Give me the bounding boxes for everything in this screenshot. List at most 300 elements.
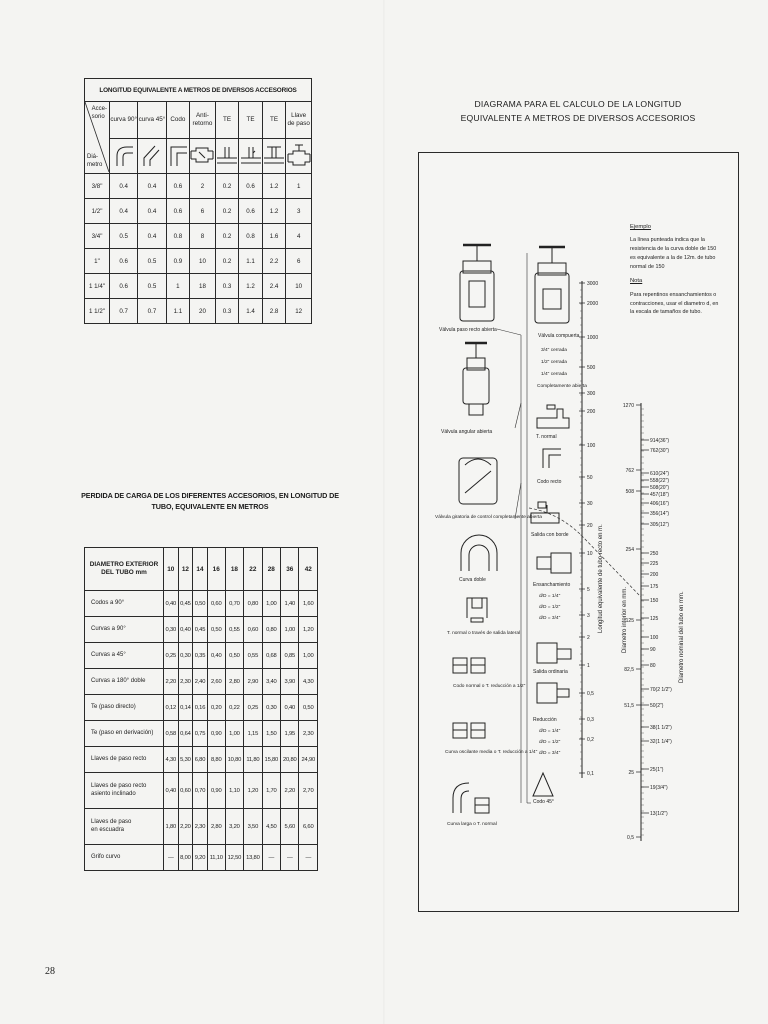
table2-cell: 0,58	[164, 721, 179, 747]
scale-label: 254	[625, 547, 634, 553]
table1-cell: 6	[286, 249, 312, 274]
scale-label: 32(1 1/4")	[650, 739, 672, 745]
table1-row	[85, 249, 312, 274]
table2-cell: 0,55	[244, 643, 262, 669]
label-angle-valve: Válvula angular abierta	[441, 429, 493, 435]
table2-cell: 3,50	[244, 809, 262, 845]
table2-cell: 0,35	[193, 643, 208, 669]
table1-cell: 0.2	[215, 199, 239, 224]
table1-cell: 0.3	[215, 299, 239, 324]
table2-cell: 12,50	[225, 845, 243, 871]
tee-side-outlet-icon	[467, 598, 487, 622]
table2-cell: 0,16	[193, 695, 208, 721]
scale-label: 0,5	[587, 691, 594, 697]
scale-label: 1	[587, 663, 590, 669]
table1-row	[85, 274, 312, 299]
table2-cell: 1,00	[262, 591, 280, 617]
table1-cell: 10	[286, 274, 312, 299]
table2-cell: 20,80	[281, 747, 299, 773]
table2-cell: 0,85	[281, 643, 299, 669]
scale-label: 2	[587, 635, 590, 641]
table2-cell: 1,60	[299, 591, 318, 617]
table2-title: PERDIDA DE CARGA DE LOS DIFERENTES ACCESORIOS, EN LONGITUD DE TUBO, EQUIVALENTE EN METROS	[81, 491, 339, 512]
table2-cell: 1,20	[244, 773, 262, 809]
table1-cell: 0.4	[138, 224, 166, 249]
label-enl-14: d/D = 1/4"	[539, 594, 561, 599]
table1-cell: 2	[190, 174, 216, 199]
table2-cell: 0,45	[178, 591, 193, 617]
curve-90-icon	[110, 139, 138, 174]
table2-cell: 1,50	[262, 721, 280, 747]
curve-45-icon	[138, 139, 166, 174]
table1-cell: 1	[286, 174, 312, 199]
table2-cell: —	[281, 845, 299, 871]
table1-cell: 1	[166, 274, 190, 299]
table1-cell: 0.6	[110, 274, 138, 299]
table2-cell: 0,40	[164, 591, 179, 617]
table2-cell: 15,80	[262, 747, 280, 773]
label-enlargement: Ensanchamiento	[533, 582, 571, 588]
table2-cell: 6,60	[299, 809, 318, 845]
straight-elbow-icon	[543, 449, 561, 468]
scale-label: 1000	[587, 335, 599, 341]
table2-cell: 0,30	[164, 617, 179, 643]
table2-row	[85, 809, 318, 845]
table1-cell: 2.8	[262, 299, 286, 324]
long-bend-icon	[453, 783, 489, 813]
table2-cell: 0,45	[193, 617, 208, 643]
scale-label: 19(3/4")	[650, 785, 668, 791]
scale-label: 200	[587, 409, 596, 415]
check-valve-icon	[459, 458, 497, 504]
scale-label: 508	[625, 489, 634, 495]
table2-cell: 0,14	[178, 695, 193, 721]
table2-diameter-header: 16	[207, 548, 225, 591]
table2-cell: 1,95	[281, 721, 299, 747]
table1-header: curva 45°	[138, 102, 166, 139]
table1-cell: 0.7	[138, 299, 166, 324]
diameter-header: DIAMETRO EXTERIOR DEL TUBO mm	[85, 548, 164, 591]
scale-label: 457(18")	[650, 492, 670, 498]
scale-label: 25	[628, 770, 634, 776]
nomogram-panel	[418, 152, 739, 912]
label-check-valve: Válvula giratoria de control completamente abierta	[435, 515, 542, 520]
table1-size-cell: 1 1/2"	[85, 299, 110, 324]
table2-cell: 4,30	[164, 747, 179, 773]
table2-diameter-header: 22	[244, 548, 262, 591]
label-tee-side: T. normal o través de salida lateral	[447, 631, 521, 636]
table1-cell: 1.6	[262, 224, 286, 249]
table2-row-label: Curvas a 90°	[85, 617, 164, 643]
table2-cell: —	[164, 845, 179, 871]
table2-cell: 0,22	[225, 695, 243, 721]
table1-cell: 0.6	[166, 174, 190, 199]
table1-cell: 0.2	[215, 174, 239, 199]
table1-cell: 20	[190, 299, 216, 324]
label-long-bend: Curva larga o T. normal	[447, 822, 497, 827]
reduction-icon	[537, 683, 569, 703]
elbow-reduction-icon	[453, 658, 485, 673]
scale-label: 100	[587, 443, 596, 449]
label-ordinary-outlet: Salida ordinaria	[533, 669, 568, 675]
gate-valve-icon	[535, 247, 569, 323]
scale-label: 3000	[587, 281, 599, 287]
example-heading: Ejemplo	[630, 224, 651, 230]
scale-label: 762(30")	[650, 448, 670, 454]
scale-label: 610(24")	[650, 471, 670, 477]
scale-label: 150	[650, 598, 659, 604]
table1-title: LONGITUD EQUIVALENTE A METROS DE DIVERSOS ACCESORIOS	[85, 79, 312, 102]
axis-inner-label: Diametro interior en mm.	[622, 586, 628, 653]
table2-cell: 0,75	[193, 721, 208, 747]
table2-cell: 1,00	[299, 643, 318, 669]
table1-cell: 0.6	[239, 174, 263, 199]
table1-cell: 0.4	[110, 174, 138, 199]
label-valve-straight: Válvula paso recto abierta	[439, 327, 497, 333]
table1-cell: 1.2	[262, 199, 286, 224]
scale-label: 200	[650, 572, 659, 578]
table1-cell: 0.8	[166, 224, 190, 249]
label-enl-12: d/D = 1/2"	[539, 605, 561, 610]
table1-row	[85, 174, 312, 199]
table1-cell: 6	[190, 199, 216, 224]
table2-cell: 2,20	[178, 809, 193, 845]
scale-label: 51,5	[624, 703, 634, 709]
table1-header: Anti- retorno	[190, 102, 216, 139]
table2-row-label: Te (paso en derivación)	[85, 721, 164, 747]
table1-row	[85, 299, 312, 324]
note-heading: Nota	[630, 278, 643, 285]
scale-label: 20	[587, 523, 593, 529]
table2-row-label: Llaves de paso recto asiento inclinado	[85, 773, 164, 809]
table1-cell: 0.4	[110, 199, 138, 224]
table2-cell: 1,00	[281, 617, 299, 643]
enlargement-icon	[537, 553, 571, 573]
scale-label: 90	[650, 647, 656, 653]
tee-through-icon	[215, 139, 239, 174]
label-red-34: d/D = 3/4"	[539, 751, 561, 756]
label-elbow-straight: Codo recto	[537, 479, 562, 485]
table2-row	[85, 643, 318, 669]
scale-label: 50	[587, 475, 593, 481]
table2-cell: 0,40	[281, 695, 299, 721]
table2-row	[85, 773, 318, 809]
table1-icon-row	[85, 139, 312, 174]
scale-label: 3	[587, 613, 590, 619]
globe-valve-icon	[460, 245, 494, 321]
medium-bend-icon	[453, 723, 485, 738]
label-elbow-45: Codo 45°	[533, 799, 554, 805]
scale-label: 80	[650, 663, 656, 669]
table2-cell: 0,70	[225, 591, 243, 617]
table2-cell: 2,40	[193, 669, 208, 695]
table1-cell: 0.5	[110, 224, 138, 249]
scale-label: 250	[650, 551, 659, 557]
table2-cell: 1,70	[262, 773, 280, 809]
ordinary-outlet-icon	[537, 643, 571, 663]
table2-cell: 9,20	[193, 845, 208, 871]
tee-branch-icon	[239, 139, 263, 174]
table1-cell: 0.9	[166, 249, 190, 274]
table1-header: Codo	[166, 102, 190, 139]
table2-cell: 24,90	[299, 747, 318, 773]
table1-cell: 0.4	[138, 199, 166, 224]
equivalent-length-table	[84, 78, 312, 324]
scale-label: 225	[650, 561, 659, 567]
table1-size-cell: 3/4"	[85, 224, 110, 249]
example-text: La línea punteada indica que la resistencia de la curva doble de 150 es equivalente a la de 12m. de tubo normal de 150	[630, 237, 717, 270]
table1-size-cell: 3/8"	[85, 174, 110, 199]
table2-cell: 1,10	[225, 773, 243, 809]
table2-cell: 8,00	[178, 845, 193, 871]
scale-label: 125	[625, 618, 634, 624]
scale-label: 175	[650, 584, 659, 590]
table2-cell: 0,50	[225, 643, 243, 669]
double-bend-icon	[461, 535, 497, 571]
table1-row	[85, 224, 312, 249]
table2-cell: 0,25	[164, 643, 179, 669]
scale-label: 100	[650, 635, 659, 641]
label-medium-bend: Curva oscilante media o T. reducción a 1/4"	[445, 750, 538, 755]
table2-cell: 0,60	[178, 773, 193, 809]
table2-cell: 2,80	[207, 809, 225, 845]
table1-header: curva 90°	[110, 102, 138, 139]
scale-label: 762	[625, 468, 634, 474]
table2-header-row	[85, 548, 318, 591]
table2-cell: 0,20	[207, 695, 225, 721]
table1-cell: 1.4	[239, 299, 263, 324]
scale-label: 1270	[622, 403, 634, 409]
scale-label: 38(1 1/2")	[650, 725, 672, 731]
label-enl-34: d/D = 3/4"	[539, 616, 561, 621]
table2-cell: 2,70	[299, 773, 318, 809]
table1-cell: 0.4	[138, 174, 166, 199]
note-text: Para repentinos ensanchamientos o contracciones, usar el diametro d, en la escala de tamaños de tubo.	[630, 291, 719, 316]
table2-cell: 1,00	[225, 721, 243, 747]
table2-row-label: Te (paso directo)	[85, 695, 164, 721]
diameter-label: Diá- metro	[87, 154, 103, 169]
table2-row	[85, 591, 318, 617]
head-loss-table	[84, 547, 318, 871]
table2-cell: 0,60	[244, 617, 262, 643]
table2-cell: 1,20	[299, 617, 318, 643]
table2-cell: 0,30	[178, 643, 193, 669]
table2-diameter-header: 28	[262, 548, 280, 591]
table1-cell: 1.1	[166, 299, 190, 324]
table1-cell: 2.4	[262, 274, 286, 299]
table2-cell: 0,80	[262, 617, 280, 643]
angle-valve-icon	[463, 343, 489, 415]
table1-header-row	[85, 102, 312, 139]
table2-cell: 3,20	[225, 809, 243, 845]
diagram-title: DIAGRAMA PARA EL CALCULO DE LA LONGITUD EQUIVALENTE A METROS DE DIVERSOS ACCESORIOS	[460, 99, 696, 123]
scale-label: 70(2 1/2")	[650, 687, 672, 693]
table1-cell: 18	[190, 274, 216, 299]
table2-row	[85, 845, 318, 871]
table2-cell: 2,20	[281, 773, 299, 809]
scale-label: 0,2	[587, 737, 594, 743]
table2-cell: 0,90	[207, 773, 225, 809]
table2-cell: 2,30	[299, 721, 318, 747]
table2-cell: 0,64	[178, 721, 193, 747]
table2-row-label: Curvas a 180° doble	[85, 669, 164, 695]
scale-label: 30	[587, 501, 593, 507]
label-red-12: d/D = 1/2"	[539, 740, 561, 745]
table2-cell: 8,80	[207, 747, 225, 773]
table1-header: TE	[215, 102, 239, 139]
scale-label: 356(14")	[650, 511, 670, 517]
table2-cell: 0,70	[193, 773, 208, 809]
table2-row	[85, 669, 318, 695]
tee-normal-icon	[537, 405, 569, 428]
table1-cell: 0.3	[215, 274, 239, 299]
page-fold	[383, 0, 385, 1024]
scale-label: 914(36")	[650, 438, 670, 444]
table2-cell: 5,60	[281, 809, 299, 845]
label-gate-14: 1/4" cerrada	[541, 372, 567, 377]
table2-row	[85, 695, 318, 721]
table2-cell: —	[299, 845, 318, 871]
table2-cell: 2,80	[225, 669, 243, 695]
table2-cell: 0,30	[262, 695, 280, 721]
table2-cell: 1,40	[281, 591, 299, 617]
axis-length-label: Longitud equivalente de tubo recto en m.	[598, 524, 604, 633]
label-gate-34: 3/4" cerrada	[541, 348, 567, 353]
scale-label: 558(22")	[650, 478, 670, 484]
scale-label: 406(16")	[650, 501, 670, 507]
table1-corner	[85, 102, 110, 174]
table1-cell: 1.1	[239, 249, 263, 274]
table2-row	[85, 721, 318, 747]
check-valve-icon	[190, 139, 216, 174]
scale-label: 10	[587, 551, 593, 557]
nominal-diameter-scale	[641, 438, 672, 817]
table1-cell: 0.5	[138, 249, 166, 274]
table2-cell: 0,55	[225, 617, 243, 643]
table2-cell: 11,80	[244, 747, 262, 773]
table1-cell: 8	[190, 224, 216, 249]
scale-label: 25(1")	[650, 767, 664, 773]
elbow-45-icon	[533, 773, 553, 796]
table2-cell: 0,60	[207, 591, 225, 617]
tee-side-icon	[262, 139, 286, 174]
table2-row-label: Grifo curvo	[85, 845, 164, 871]
scale-label: 5	[587, 587, 590, 593]
table2-cell: 4,30	[299, 669, 318, 695]
table2-cell: 0,68	[262, 643, 280, 669]
table2-cell: 0,40	[164, 773, 179, 809]
scale-label: 305(12")	[650, 522, 670, 528]
label-elbow-reduction: Codo normal o T. reducción a 1/2"	[453, 684, 526, 689]
label-tee-normal: T. normal	[536, 434, 557, 440]
table2-cell: 1,80	[164, 809, 179, 845]
table2-cell: 2,60	[207, 669, 225, 695]
table2-cell: 10,80	[225, 747, 243, 773]
table2-row-label: Codos a 90°	[85, 591, 164, 617]
table2-diameter-header: 36	[281, 548, 299, 591]
scale-label: 13(1/2")	[650, 811, 668, 817]
table1-header: TE	[239, 102, 263, 139]
table1-header: Llave de paso	[286, 102, 312, 139]
table2-cell: 3,90	[281, 669, 299, 695]
gate-valve-icon	[286, 139, 312, 174]
label-red-14: d/D = 1/4"	[539, 729, 561, 734]
table2-row	[85, 747, 318, 773]
table2-cell: 3,40	[262, 669, 280, 695]
table2-cell: 0,25	[244, 695, 262, 721]
accessory-label: Acce- sorio	[91, 106, 107, 120]
table2-row-label: Llaves de paso en escuadra	[85, 809, 164, 845]
table1-cell: 12	[286, 299, 312, 324]
table1-row	[85, 199, 312, 224]
scale-label: 82,5	[624, 667, 634, 673]
table1-cell: 0.7	[110, 299, 138, 324]
table2-row-label: Curvas a 45°	[85, 643, 164, 669]
table2-row-label: Llaves de paso recto	[85, 747, 164, 773]
label-side-outlet: Salida con borde	[531, 532, 569, 538]
table2-cell: 2,90	[244, 669, 262, 695]
table1-cell: 0.2	[215, 224, 239, 249]
table1-cell: 4	[286, 224, 312, 249]
table1-cell: 10	[190, 249, 216, 274]
table1-cell: 1.2	[262, 174, 286, 199]
table2-cell: 13,80	[244, 845, 262, 871]
table2-cell: 4,50	[262, 809, 280, 845]
table2-cell: 0,50	[299, 695, 318, 721]
table2-cell: 2,20	[164, 669, 179, 695]
scale-label: 508(20")	[650, 485, 670, 491]
table2-diameter-header: 42	[299, 548, 318, 591]
table1-cell: 3	[286, 199, 312, 224]
table2-cell: 5,30	[178, 747, 193, 773]
table1-cell: 0.6	[110, 249, 138, 274]
scale-label: 0,3	[587, 717, 594, 723]
table2-cell: 0,50	[207, 617, 225, 643]
label-gate-open: Completamente abierta	[537, 384, 587, 389]
label-gate-12: 1/2" cerrada	[541, 360, 567, 365]
table2-diameter-header: 10	[164, 548, 179, 591]
scale-label: 0,1	[587, 771, 594, 777]
table2-row	[85, 617, 318, 643]
label-reduction: Reducción	[533, 717, 557, 723]
table2-cell: 0,50	[193, 591, 208, 617]
table2-cell: 0,40	[207, 643, 225, 669]
scale-label: 300	[587, 391, 596, 397]
table1-size-cell: 1 1/4"	[85, 274, 110, 299]
table2-cell: 0,12	[164, 695, 179, 721]
table2-cell: 1,15	[244, 721, 262, 747]
table2-cell: 6,80	[193, 747, 208, 773]
scale-label: 0,5	[627, 835, 634, 841]
table2-cell: 0,40	[178, 617, 193, 643]
table2-cell: —	[262, 845, 280, 871]
table1-cell: 0.5	[138, 274, 166, 299]
table1-header: TE	[262, 102, 286, 139]
table1-cell: 0.6	[166, 199, 190, 224]
page-number: 28	[45, 966, 55, 977]
scale-label: 500	[587, 365, 596, 371]
scale-label: 50(2")	[650, 703, 664, 709]
label-gate-valve: Válvula compuerta	[538, 333, 580, 339]
table1-size-cell: 1/2"	[85, 199, 110, 224]
scale-label: 2000	[587, 301, 599, 307]
table1-cell: 2.2	[262, 249, 286, 274]
table2-cell: 2,30	[178, 669, 193, 695]
table2-diameter-header: 12	[178, 548, 193, 591]
table1-cell: 0.2	[215, 249, 239, 274]
table1-cell: 1.2	[239, 274, 263, 299]
label-double-bend: Curva doble	[459, 577, 486, 583]
